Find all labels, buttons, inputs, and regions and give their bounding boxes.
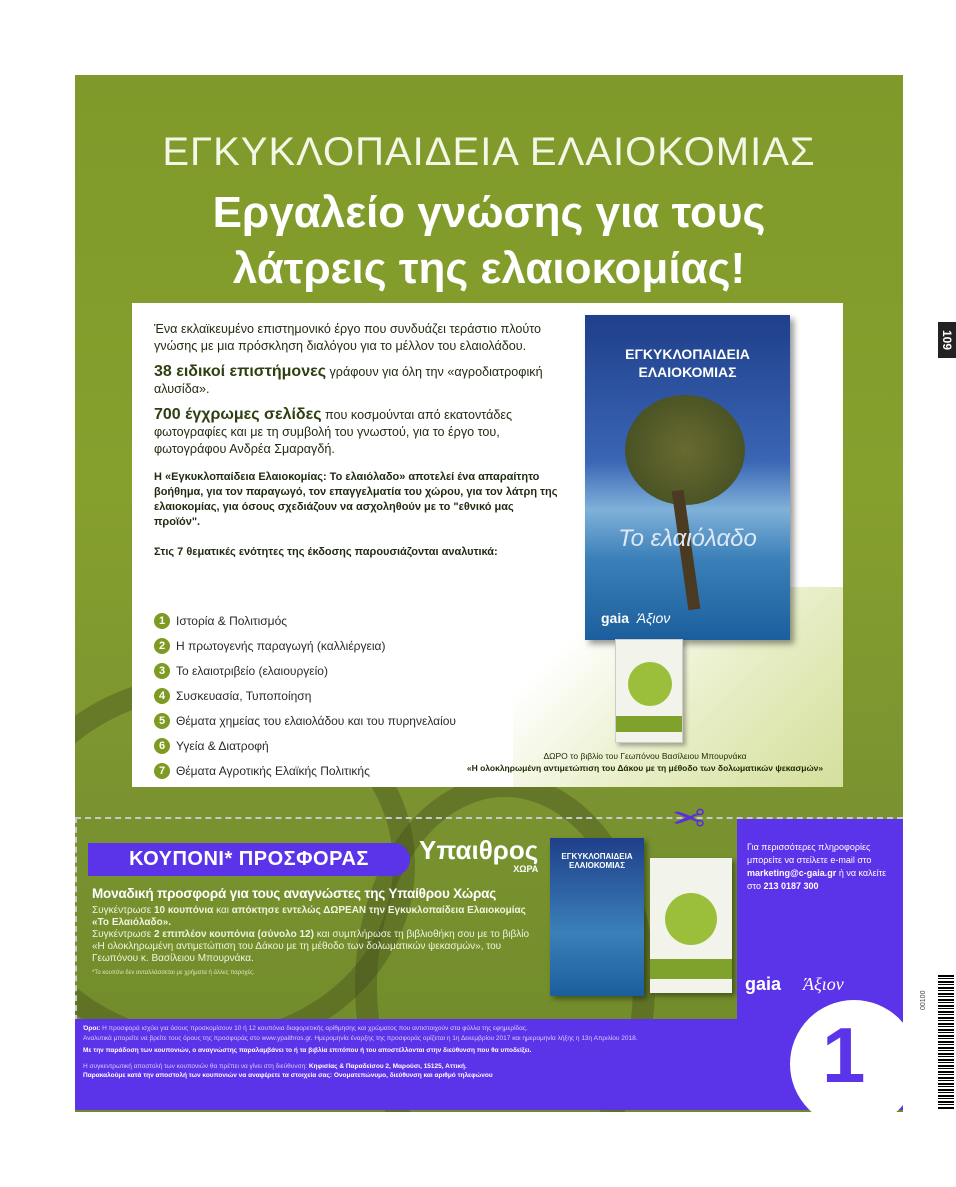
coupon-book-cover: ΕΓΚΥΚΛΟΠΑΙΔΕΙΑ ΕΛΑΙΟΚΟΜΙΑΣ	[550, 838, 644, 996]
coupon-gift-book	[650, 858, 732, 993]
section-label: Το ελαιοτριβείο (ελαιουργείο)	[176, 663, 328, 678]
section-item	[154, 708, 456, 733]
barcode	[938, 975, 954, 1110]
section-item	[154, 733, 456, 758]
gaia-logo: gaia Άξιον	[601, 610, 671, 626]
contact-panel: Για περισσότερες πληροφορίες μπορείτε να στείλετε e-mail στο marketing@c-gaia.gr ή να καλείτε στο 213 0187 300 gaia Άξιον	[737, 819, 903, 1019]
barcode-number: 00100	[920, 990, 927, 1010]
section-label: Θέματα χημείας του ελαιολάδου και του πυρηνελαίου	[176, 713, 456, 728]
email-link[interactable]: marketing@c-gaia.gr	[747, 868, 837, 878]
description: Ένα εκλαϊκευμένο επιστημονικό έργο που συνδυάζει τεράστιο πλούτο γνώσης με μια πρόσκληση διαλόγου για το μέλλον του ελαιολάδου. 38 ειδικοί επιστήμονες γράφουν για όλη την «αγροδιατροφική αλυσίδα». 700 έγχρωμες σελίδες που κοσμούνται από εκατοντάδες φωτογραφίες και με τη συμβολή του γνωστού, για το έργο του, φωτογράφου Ανδρέα Σμαραγδή. Η «Εγκυκλοπαίδεια Ελαιοκομίας: Το ελαιόλαδο» αποτελεί ένα απαραίτητο βοήθημα, για τον παραγωγό, τον επαγγελματία του χώρου, για τον λάτρη της ελαιοκομίας, για όσους σχεδιάζουν να ασχοληθούν με το "εθνικό μας προϊόν". Στις 7 θεματικές ενότητες της έκδοσης παρουσιάζονται αναλυτικά:	[154, 322, 558, 558]
coupon-badge: ΚΟΥΠΟΝΙ* ΠΡΟΣΦΟΡΑΣ	[88, 843, 410, 876]
sections-list	[154, 608, 456, 783]
section-item	[154, 683, 456, 708]
book-cover: ΕΓΚΥΚΛΟΠΑΙΔΕΙΑ ΕΛΑΙΟΚΟΜΙΑΣ Το ελαιόλαδο gaia Άξιον	[585, 315, 790, 640]
info-box	[132, 303, 843, 787]
headline-tagline: Εργαλείο γνώσης για τους λάτρεις της ελαιοκομίας!	[212, 188, 766, 293]
section-item	[154, 608, 456, 633]
section-number: 2	[154, 638, 170, 654]
axion-logo: Άξιον	[803, 974, 844, 994]
gaia-logo: gaia	[745, 974, 782, 994]
offer-text: Μοναδική προσφορά για τους αναγνώστες της Υπαίθρου Χώρας Συγκέντρωσε 10 κουπόνια και απόκτησε εντελώς ΔΩΡΕΑΝ την Εγκυκλοπαίδεια Ελαιοκομίας «Το Ελαιόλαδο». Συγκέντρωσε 2 επιπλέον κουπόνια (σύνολο 12) και συμπλήρωσε τη βιβλιοθήκη σου με το βιβλίο «Η ολοκληρωμένη αντιμετώπιση του Δάκου με τη μέθοδο των δολωματικών ψεκασμών», του Γεωπόνου κ. Βασίλειου Μπουρνάκα. *Το κουπόνι δεν ανταλλάσσεται με χρήματα ή άλλες παροχές.	[92, 886, 530, 976]
scissors-icon: ✂	[672, 794, 706, 838]
section-number: 5	[154, 713, 170, 729]
ypaithros-logo: Υπαιθρος ΧΩΡΑ	[419, 835, 539, 874]
section-number: 4	[154, 688, 170, 704]
olive-tree-image	[625, 395, 745, 505]
section-label: Υγεία & Διατροφή	[176, 738, 269, 753]
headline-encyclopedia: ΕΓΚΥΚΛΟΠΑΙΔΕΙΑ ΕΛΑΙΟΚΟΜΙΑΣ	[162, 130, 816, 174]
section-number: 1	[154, 613, 170, 629]
section-label: Θέματα Αγροτικής Ελαϊκής Πολιτικής	[176, 763, 370, 778]
gift-caption: ΔΩΡΟ το βιβλίο του Γεωπόνου Βασίλειου Μπουρνάκα «Η ολοκληρωμένη αντιμετώπιση του Δάκου με τη μέθοδο των δολωματικών ψεκασμών»	[466, 751, 824, 773]
section-label: Ιστορία & Πολιτισμός	[176, 613, 288, 628]
section-number: 3	[154, 663, 170, 679]
section-item	[154, 758, 456, 783]
gift-book-cover	[615, 639, 683, 743]
section-label: Η πρωτογενής παραγωγή (καλλιέργεια)	[176, 638, 386, 653]
section-item	[154, 658, 456, 683]
section-number: 6	[154, 738, 170, 754]
page-number: 109	[938, 322, 956, 358]
section-number: 7	[154, 763, 170, 779]
terms: Όροι: Η προσφορά ισχύει για όσους προσκομίσουν 10 ή 12 κουπόνια διαφορετικής αρίθμησης και χρώματος που αντιστοιχούν στα φύλλα της εφημερίδας. Αναλυτικά μπορείτε να βρείτε τους όρους της προσφοράς στο www.ypaithros.gr. Ημερομηνία έναρξης της προσφοράς ορίζεται η 1η Δεκεμβρίου 2017 και ημερομηνία λήξης η 13η Απριλίου 2018. Με την παράδοση των κουπονιών, ο αναγνώστης παραλαμβάνει το ή τα βιβλία επιτόπου ή του αποστέλλονται στην διεύθυνση που θα υποδείξει. Η συγκεντρωτική αποστολή των κουπονιών θα πρέπει να γίνει στη διεύθυνση: Κηφισίας & Παραδείσου 2, Μαρούσι, 15125, Αττική. Παρακαλούμε κατά την αποστολή των κουπονιών να αναφέρετε τα στοιχεία σας: Ονοματεπώνυμο, διεύθυνση και αριθμό τηλεφώνου	[75, 1019, 903, 1110]
coupon-number: 1	[790, 1000, 918, 1128]
section-item	[154, 633, 456, 658]
section-label: Συσκευασία, Τυποποίηση	[176, 688, 312, 703]
